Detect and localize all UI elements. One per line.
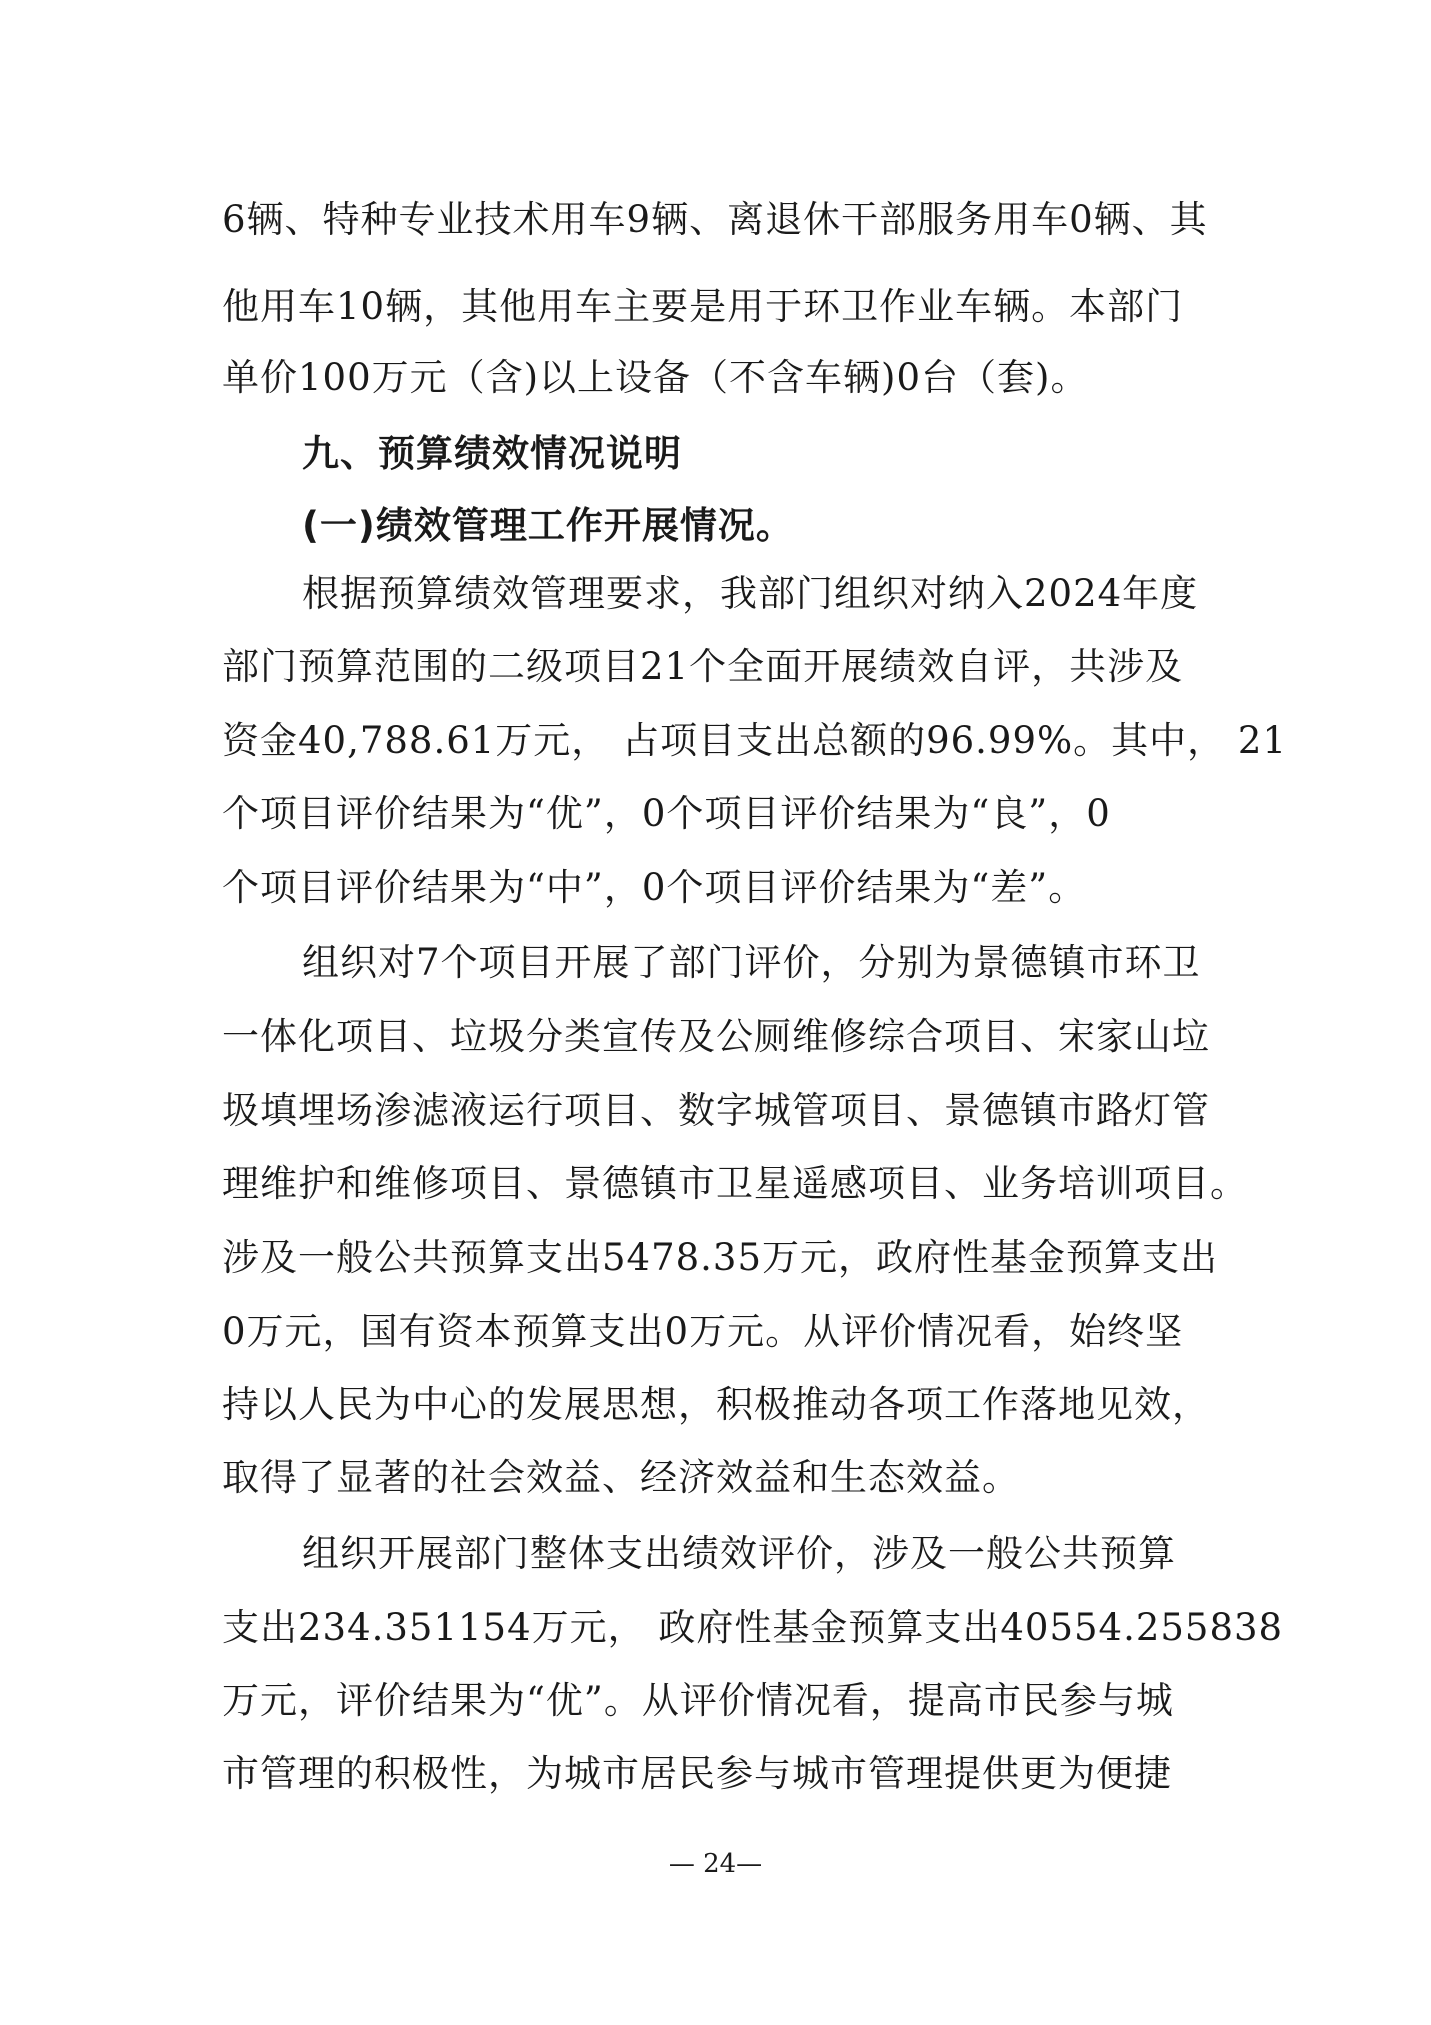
subsection-heading: (一)绩效管理工作开展情况。 (302, 504, 794, 547)
paragraph-dept-eval-line-1: 组织对7个项目开展了部门评价，分别为景德镇市环卫 (302, 941, 1201, 984)
paragraph-overall-eval-line-4: 市管理的积极性，为城市居民参与城市管理提供更为便捷 (222, 1752, 1172, 1795)
paragraph-vehicles-line-3: 单价100万元（含)以上设备（不含车辆)0台（套)。 (222, 356, 1089, 399)
paragraph-self-eval-line-3: 资金40,788.61万元， 占项目支出总额的96.99%。其中， 21 (222, 719, 1287, 762)
paragraph-self-eval-line-2: 部门预算范围的二级项目21个全面开展绩效自评，共涉及 (222, 645, 1184, 688)
paragraph-self-eval-line-1: 根据预算绩效管理要求，我部门组织对纳入2024年度 (302, 572, 1199, 615)
paragraph-overall-eval-line-3: 万元，评价结果为“优”。从评价情况看，提高市民参与城 (222, 1679, 1174, 1722)
paragraph-vehicles-line-2: 他用车10辆，其他用车主要是用于环卫作业车辆。本部门 (222, 285, 1184, 328)
paragraph-vehicles-line-1: 6辆、特种专业技术用车9辆、离退休干部服务用车0辆、其 (222, 198, 1208, 241)
paragraph-dept-eval-line-8: 取得了显著的社会效益、经济效益和生态效益。 (222, 1456, 1020, 1499)
paragraph-dept-eval-line-4: 理维护和维修项目、景德镇市卫星遥感项目、业务培训项目。 (222, 1162, 1248, 1205)
section-heading: 九、预算绩效情况说明 (302, 432, 682, 475)
paragraph-dept-eval-line-7: 持以人民为中心的发展思想，积极推动各项工作落地见效， (222, 1383, 1210, 1426)
paragraph-dept-eval-line-5: 涉及一般公共预算支出5478.35万元，政府性基金预算支出 (222, 1236, 1219, 1279)
paragraph-self-eval-line-5: 个项目评价结果为“中”，0个项目评价结果为“差”。 (222, 866, 1087, 909)
paragraph-dept-eval-line-2: 一体化项目、垃圾分类宣传及公厕维修综合项目、宋家山垃 (222, 1015, 1210, 1058)
paragraph-overall-eval-line-1: 组织开展部门整体支出绩效评价，涉及一般公共预算 (302, 1532, 1176, 1575)
paragraph-overall-eval-line-2: 支出234.351154万元， 政府性基金预算支出40554.255838 (222, 1606, 1284, 1649)
paragraph-dept-eval-line-3: 圾填埋场渗滤液运行项目、数字城管项目、景德镇市路灯管 (222, 1089, 1210, 1132)
paragraph-dept-eval-line-6: 0万元，国有资本预算支出0万元。从评价情况看，始终坚 (222, 1310, 1184, 1353)
page-number: — 24— (668, 1849, 763, 1879)
paragraph-self-eval-line-4: 个项目评价结果为“优”，0个项目评价结果为“良”，0 (222, 792, 1111, 835)
